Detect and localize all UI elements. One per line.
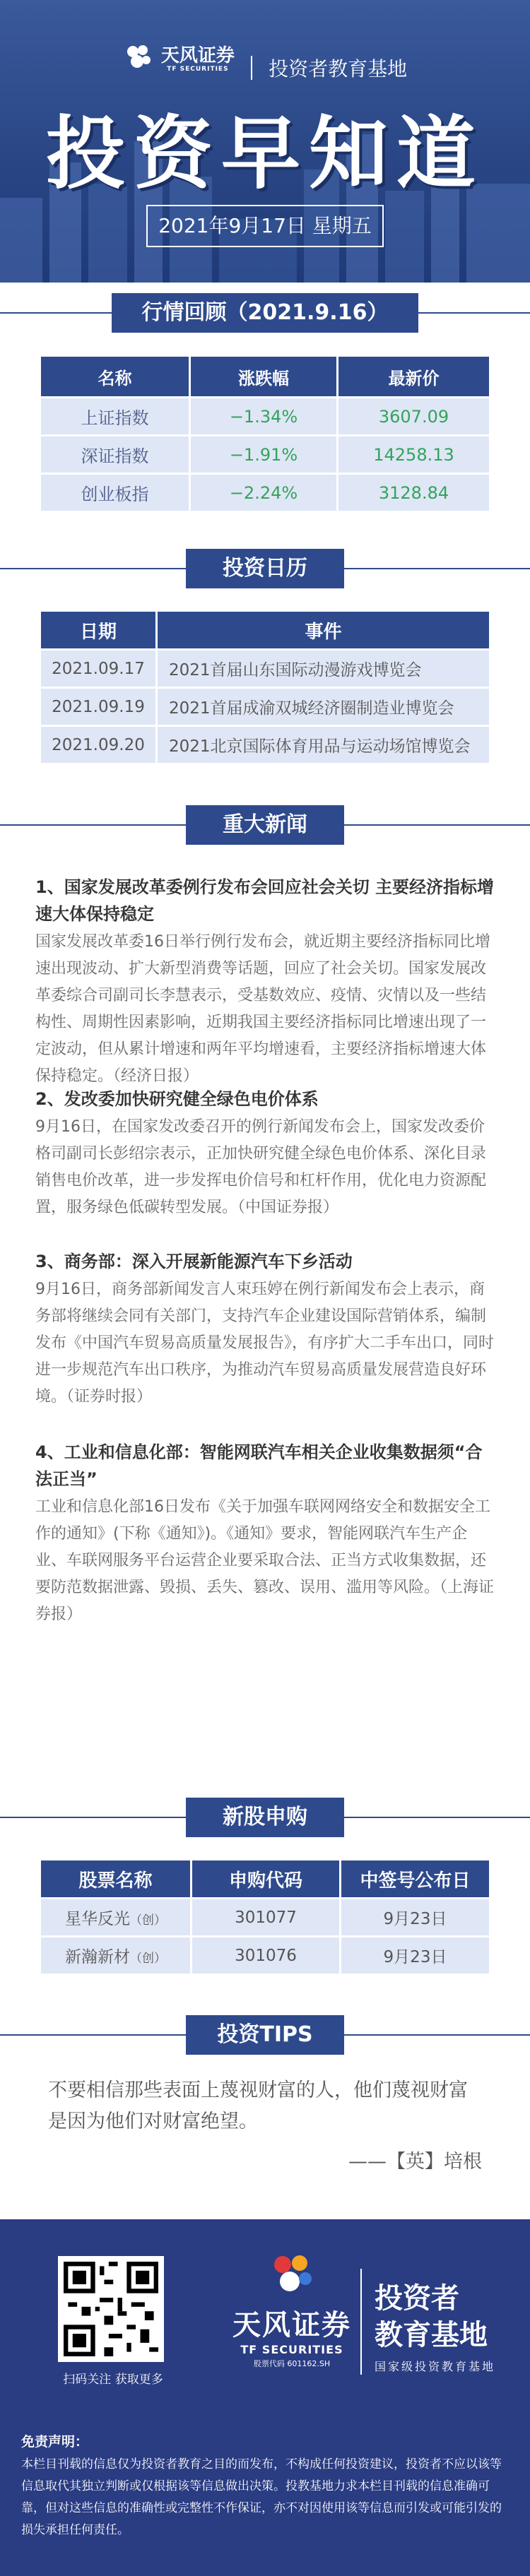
- stock-code: 301076: [190, 1935, 339, 1973]
- tf-flower-logo-icon: [123, 43, 154, 71]
- news-body: 工业和信息化部16日发布《关于加强车联网网络安全和数据安全工作的通知》(下称《通知》)。《通知》要求，智能网联汽车生产企业、车联网服务平台运营企业要采取合法、正当方式收集数据，还要防范数据泄露、毁损、丢失、篡改、误用、滥用等风险。（上海证券报）: [35, 1498, 495, 1623]
- event-name: 2021首届成渝双城经济圈制造业博览会: [155, 687, 489, 725]
- qr-code-icon: [64, 2262, 158, 2356]
- footer-divider: [360, 2269, 362, 2375]
- event-date: 2021.09.19: [41, 687, 155, 725]
- board-tag: （创）: [130, 1913, 166, 1928]
- qr-caption: 扫码关注 获取更多: [63, 2373, 163, 2387]
- event-name: 2021北京国际体育用品与运动场馆博览会: [155, 725, 489, 763]
- index-price: 3607.09: [336, 396, 489, 434]
- news-body: 9月16日，商务部新闻发言人束珏婷在例行新闻发布会上表示，商务部将继续会同有关部门，支持汽车企业建设国际营销体系，编制发布《中国汽车贸易高质量发展报告》，有序扩大二手车出口，同时进一步规范汽车出口秩序，为推动汽车贸易高质量发展营造良好环境。（证券时报）: [35, 1281, 495, 1406]
- col-header-date: 中签号公布日: [339, 1860, 489, 1897]
- lottery-date: 9月23日: [339, 1897, 489, 1935]
- table-row: [41, 687, 489, 725]
- news-item: [35, 1248, 495, 1411]
- section-title: 重大新闻: [186, 805, 344, 845]
- footer-brand-cn: 天风证券: [232, 2309, 351, 2341]
- col-header-name: 名称: [41, 357, 189, 396]
- table-row: [41, 434, 489, 473]
- index-change: −1.91%: [189, 434, 336, 473]
- ipo-table: [41, 1860, 489, 1973]
- table-row: [41, 396, 489, 434]
- table-header-row: [41, 1860, 489, 1897]
- disclaimer-title: 免责声明：: [21, 2434, 89, 2450]
- section-market-review: [0, 293, 530, 333]
- footer-brand-en: TF SECURITIES: [240, 2343, 343, 2356]
- index-change: −2.24%: [189, 473, 336, 511]
- table-row: [41, 725, 489, 763]
- header-edu-base: 投资者教育基地: [269, 57, 408, 81]
- index-name: 创业板指: [41, 473, 189, 511]
- table-row: [41, 473, 489, 511]
- event-name: 2021首届山东国际动漫游戏博览会: [155, 648, 489, 687]
- table-row: [41, 1935, 489, 1973]
- edu-base-line2: 教育基地: [375, 2319, 488, 2351]
- hero-banner: [0, 0, 530, 283]
- header-brand-en: TF SECURITIES: [167, 66, 229, 73]
- qr-code[interactable]: [58, 2256, 164, 2362]
- tf-flower-logo-icon: [267, 2252, 317, 2297]
- news-body: 国家发展改革委16日举行例行发布会，就近期主要经济指标同比增速出现波动、扩大新型消费等话题，回应了社会关切。国家发展改革委综合司副司长李慧表示，受基数效应、疫情、灾情以及一些结构性、周期性因素影响，近期我国主要经济指标同比增速出现了一定波动，但从累计增速和两年平均增速看，主要经济指标增速大体保持稳定。（经济日报）: [35, 933, 490, 1085]
- news-title: 3、商务部：深入开展新能源汽车下乡活动: [35, 1252, 353, 1271]
- col-header-price: 最新价: [336, 357, 489, 396]
- date-box: 2021年9月17日 星期五: [146, 205, 384, 247]
- header-brand: [123, 41, 235, 73]
- section-news: [0, 805, 530, 845]
- footer: [0, 2219, 530, 2576]
- col-header-code: 申购代码: [190, 1860, 339, 1897]
- table-header-row: [41, 357, 489, 396]
- section-tips: [0, 2015, 530, 2055]
- news-title: 4、工业和信息化部：智能网联汽车相关企业收集数据须“合法正当”: [35, 1442, 483, 1489]
- news-item: [35, 1086, 495, 1221]
- section-title: 行情回顾（2021.9.16）: [112, 293, 418, 333]
- lottery-date: 9月23日: [339, 1935, 489, 1973]
- stock-code: 301077: [190, 1897, 339, 1935]
- edu-base-line1: 投资者: [375, 2282, 459, 2315]
- market-table: [41, 357, 489, 511]
- event-date: 2021.09.20: [41, 725, 155, 763]
- col-header-stock: 股票名称: [41, 1860, 190, 1897]
- stock-name-cell: [41, 1897, 190, 1935]
- tips-quote: 不要相信那些表面上蔑视财富的人，他们蔑视财富是因为他们对财富绝望。: [48, 2079, 468, 2132]
- footer-edu-sub: 国家级投资教育基地: [375, 2360, 496, 2373]
- section-calendar: [0, 549, 530, 588]
- stock-name: 新瀚新材: [65, 1948, 130, 1966]
- stock-name-cell: [41, 1935, 190, 1973]
- news-title: 2、发改委加快研究健全绿色电价体系: [35, 1089, 319, 1109]
- footer-edu-base: [375, 2280, 488, 2354]
- table-row: [41, 1897, 489, 1935]
- table-row: [41, 648, 489, 687]
- index-name: 深证指数: [41, 434, 189, 473]
- footer-stock-code: 股票代码 601162.SH: [253, 2359, 331, 2368]
- news-item: [35, 1439, 495, 1628]
- section-title: 新股申购: [186, 1798, 344, 1837]
- page-title: 投资早知道: [46, 108, 484, 200]
- news-item: [35, 874, 495, 1090]
- table-header-row: [41, 612, 489, 648]
- index-change: −1.34%: [189, 396, 336, 434]
- header-divider: [251, 56, 252, 80]
- stock-name: 星华反光: [65, 1910, 130, 1928]
- tips-author: ——【英】培根: [348, 2151, 482, 2173]
- news-body: 9月16日，在国家发改委召开的例行新闻发布会上，国家发改委价格司副司长彭绍宗表示，正加快研究健全绿色电价体系、深化目录销售电价改革，进一步发挥电价信号和杠杆作用，优化电力资源配置，服务绿色低碳转型发展。（中国证券报）: [35, 1118, 487, 1216]
- header-brand-cn: 天风证券: [160, 45, 235, 66]
- col-header-date: 日期: [41, 612, 155, 648]
- section-ipo: [0, 1798, 530, 1837]
- section-title: 投资日历: [186, 549, 344, 588]
- board-tag: （创）: [130, 1952, 166, 1966]
- event-date: 2021.09.17: [41, 648, 155, 687]
- tf-securities-logo: [225, 2252, 359, 2369]
- disclaimer-text: 本栏目刊载的信息仅为投资者教育之目的而发布，不构成任何投资建议，投资者不应以该等信息取代其独立判断或仅根据该等信息做出决策。投教基地力求本栏目刊载的信息准确可靠，但对这些信息的准确性或完整性不作保证，亦不对因使用该等信息而引发或可能引发的损失承担任何责任。: [21, 2457, 502, 2537]
- index-price: 14258.13: [336, 434, 489, 473]
- calendar-table: [41, 612, 489, 763]
- header-logo-row: [0, 41, 530, 82]
- index-price: 3128.84: [336, 473, 489, 511]
- col-header-event: 事件: [155, 612, 489, 648]
- index-name: 上证指数: [41, 396, 189, 434]
- col-header-change: 涨跌幅: [189, 357, 336, 396]
- section-title: 投资TIPS: [186, 2015, 344, 2055]
- news-title: 1、国家发展改革委例行发布会回应社会关切 主要经济指标增速大体保持稳定: [35, 877, 495, 924]
